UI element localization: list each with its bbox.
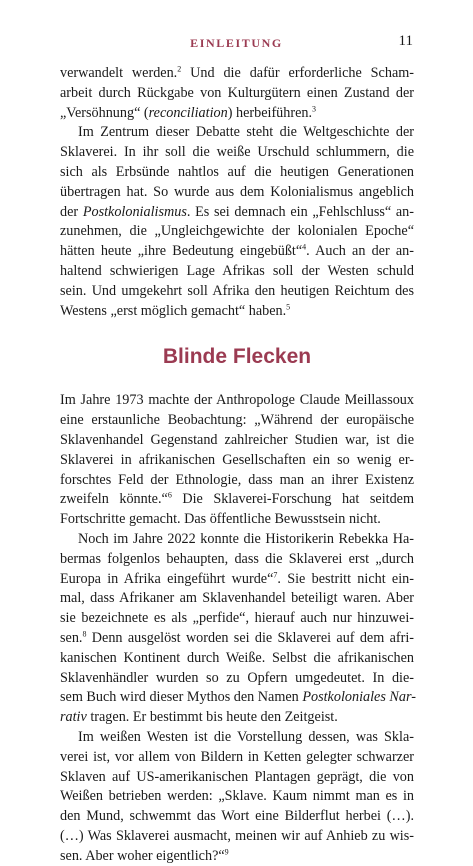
text-line: kanischen Kontinent durch Weiße. Selbst die afrikanischen (60, 649, 414, 666)
text-line: verwandelt werden.$^2$ Und die dafür erforderliche Scham- (60, 64, 415, 81)
body-text (60, 64, 414, 866)
text-line: Noch im Jahre 2022 konnte die Historikerin Rebekka Ha- (78, 530, 414, 547)
running-head: EINLEITUNG (190, 36, 283, 50)
text-line: Sklaverei in afrikanischen Gesellschaften ein so wenig er- (60, 451, 414, 468)
text-line: Weißen betrieben werden: „Sklave. Kaum nimmt man es in (60, 788, 414, 805)
text-line: zunehmen, die „Ungleichgewichte der kolonialen Epoche“ (60, 223, 414, 240)
text-line: sem Buch wird dieser Mythos den Namen Postkoloniales Nar- (60, 689, 416, 706)
text-line: Sklavenhändler wurden so zu Opfern umgedeutet. In die- (60, 669, 414, 686)
text-line: der Postkolonialismus. Es sei demnach ein „Fehlschluss“ an- (60, 203, 414, 220)
text-line: Im Jahre 1973 machte der Anthropologe Claude Meillassoux (60, 392, 414, 409)
text-line: (…) Was Sklaverei ausmacht, meinen wir auf Anhieb zu wis- (60, 827, 414, 844)
text-line: sen. Aber woher eigentlich?“$^9$ (60, 846, 229, 864)
text-line: eine erstaunliche Beobachtung: „Während der europäische (60, 412, 414, 429)
intro-paragraphs (60, 64, 414, 321)
text-line: zweifeln könnte.“$^6$ Die Sklaverei-Forschung hat seitdem (60, 490, 414, 508)
text-line: sich als Erbsünde nahtlos auf die heutigen Generationen (60, 163, 414, 180)
text-line: Im weißen Westen ist die Vorstellung dessen, was Skla- (78, 728, 414, 745)
text-line: bermas folgenlos behaupten, dass die Sklaverei erst „durch (60, 550, 414, 567)
text-line: sie bezeichnete es als „perfide“, hierauf auch nur hinzuwei- (60, 610, 414, 627)
page-number: 11 (398, 33, 413, 49)
text-line: haltend schwierigen Lage Afrikas soll der Westen schuld (60, 262, 414, 279)
text-line: mal, dass Afrikaner am Sklavenhandel beteiligt waren. Aber (60, 590, 414, 607)
section-heading: Blinde Flecken (162, 345, 312, 369)
text-line: übertragen hat. So wurde aus dem Kolonialismus angeblich (60, 183, 414, 200)
text-line: Im Zentrum dieser Debatte steht die Weltgeschichte der (78, 124, 414, 141)
text-line: verei ist, vor allem von Bildern in Ketten gelegter schwarzer (60, 748, 414, 765)
text-line: hätten heute „ihre Bedeutung eingebüßt“$^4$. Auch an der an- (60, 242, 414, 260)
text-line: Europa in Afrika eingeführt wurde“$^7$. Sie bestritt nicht ein- (60, 569, 414, 587)
text-line: rativ tragen. Er bestimmt bis heute den Zeitgeist. (60, 709, 338, 726)
text-line: Sklaven auf US-amerikanischen Plantagen geprägt, die von (60, 768, 414, 785)
text-line: Sklaverei. In ihr soll die weiße Urschuld schlummern, die (60, 144, 414, 161)
text-line: forschtes Feld der Ethnologie, dass man an ihrer Existenz (60, 471, 414, 488)
section-paragraphs (60, 391, 414, 866)
text-line: „Versöhnung“ (reconciliation) herbeiführen.$^3$ (60, 103, 317, 121)
text-line: arbeit durch Rückgabe von Kulturgütern einen Zustand der (60, 84, 414, 101)
text-line: sein. Und umgekehrt soll Afrika den heutigen Reichtum des (60, 282, 414, 299)
text-line: sen.$^8$ Denn ausgelöst worden sei die Sklaverei auf dem afri- (60, 629, 414, 646)
text-line: Fortschritte gemacht. Das öffentliche Bewusstsein nicht. (60, 511, 381, 528)
text-line: Westens „erst möglich gemacht“ haben.$^5$ (60, 301, 291, 319)
text-line: den Mund, schwemmt das Wort eine Bilderflut herbei (…). (60, 808, 414, 825)
text-line: Sklavenhandel Gegenstand zahlreicher Studien war, ist die (60, 431, 414, 448)
